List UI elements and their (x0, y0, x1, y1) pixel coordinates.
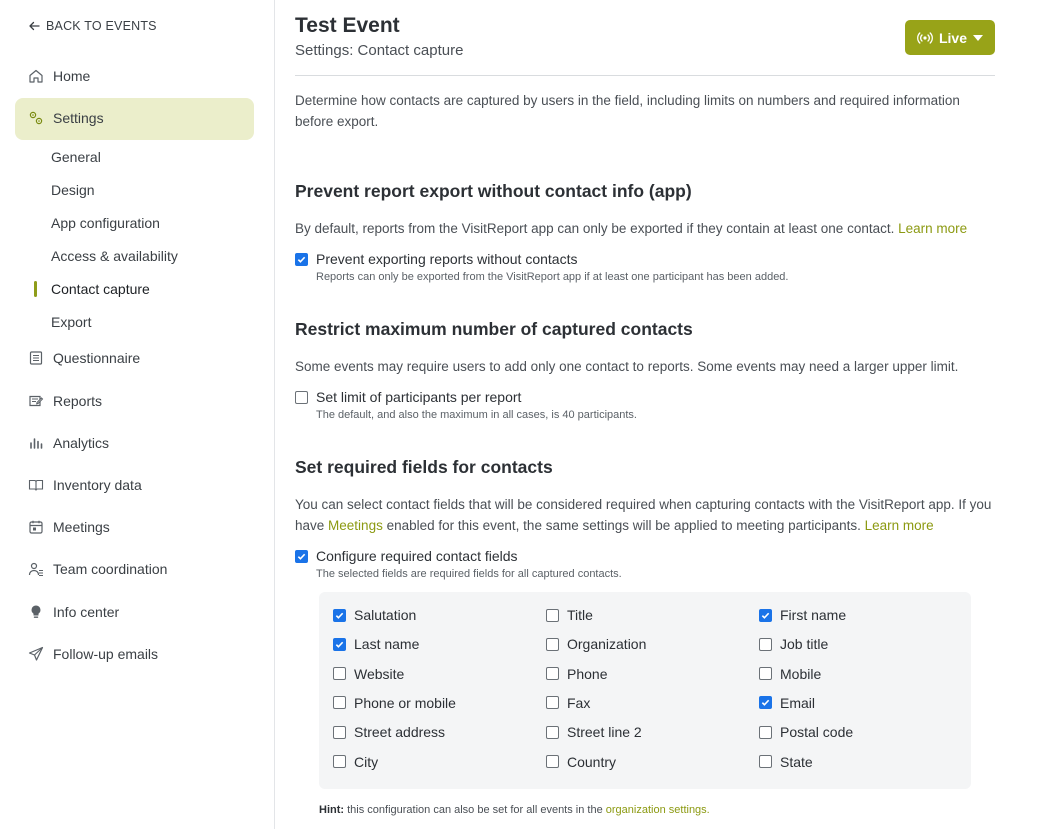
nav-analytics[interactable] (28, 435, 109, 451)
prevent-export-checkbox[interactable] (295, 253, 308, 266)
required-field-option[interactable] (759, 695, 815, 711)
required-field-option[interactable] (759, 666, 821, 682)
required-field-checkbox[interactable] (333, 638, 346, 651)
nav-label: Inventory data (53, 477, 142, 493)
required-field-checkbox[interactable] (759, 726, 772, 739)
subnav-design[interactable]: Design (51, 182, 95, 198)
required-fields-panel (319, 592, 971, 789)
required-field-checkbox[interactable] (546, 638, 559, 651)
required-field-checkbox[interactable] (759, 609, 772, 622)
checkmark-icon (761, 698, 770, 707)
required-field-checkbox[interactable] (759, 696, 772, 709)
live-status-button[interactable] (905, 20, 995, 55)
nav-team-coordination[interactable] (28, 561, 167, 577)
required-field-label: Postal code (780, 724, 854, 741)
required-field-option[interactable] (759, 724, 853, 740)
nav-label: Reports (53, 393, 103, 409)
required-field-label: Street address (354, 724, 446, 741)
required-field-option[interactable] (333, 754, 378, 770)
lightbulb-icon (28, 604, 44, 620)
book-icon (28, 477, 44, 493)
learn-more-link[interactable]: Learn more (864, 518, 934, 533)
required-field-checkbox[interactable] (546, 667, 559, 680)
required-field-option[interactable] (333, 695, 456, 711)
hint-label: Hint: (319, 804, 345, 816)
section-prevent-export-title: Prevent report export without contact info (app) (295, 181, 692, 201)
participant-limit-label: Set limit of participants per report (316, 389, 522, 405)
required-field-label: Phone (567, 665, 608, 682)
checkmark-icon (335, 611, 344, 620)
section-text-body-a: You can select contact fields that will be considered required when capturing contacts with the VisitReport app. If you have (295, 497, 992, 533)
required-field-option[interactable] (759, 636, 828, 652)
nav-label: Home (53, 68, 91, 84)
required-field-checkbox[interactable] (333, 755, 346, 768)
nav-label: Settings (53, 110, 104, 126)
arrow-left-icon (28, 20, 40, 32)
required-field-option[interactable] (759, 607, 846, 623)
required-field-checkbox[interactable] (333, 609, 346, 622)
hint-body: this configuration can also be set for all events in the (347, 804, 603, 816)
nav-label: Team coordination (53, 561, 168, 577)
calendar-icon (28, 519, 44, 535)
configure-fields-checkbox-row[interactable] (295, 548, 518, 564)
section-text-body: By default, reports from the VisitReport app can only be exported if they contain at least one contact. (295, 221, 895, 236)
section-required-fields-title: Set required fields for contacts (295, 457, 553, 477)
participant-limit-help: The default, and also the maximum in all cases, is 40 participants. (316, 409, 637, 421)
required-field-label: City (354, 753, 379, 770)
required-field-label: Job title (780, 636, 829, 653)
subnav-export[interactable]: Export (51, 314, 92, 330)
subnav-app-configuration[interactable]: App configuration (51, 215, 160, 231)
required-field-label: Organization (567, 636, 647, 653)
checkmark-icon (761, 611, 770, 620)
nav-meetings[interactable] (28, 519, 110, 535)
required-field-option[interactable] (546, 724, 642, 740)
report-icon (28, 393, 44, 409)
live-label: Live (938, 29, 967, 46)
nav-info-center[interactable] (28, 604, 119, 620)
back-to-events-link[interactable] (28, 19, 157, 33)
configure-fields-label: Configure required contact fields (316, 548, 518, 564)
required-field-checkbox[interactable] (546, 755, 559, 768)
nav-home[interactable] (28, 68, 90, 84)
hint-text (319, 804, 710, 816)
required-field-option[interactable] (333, 666, 404, 682)
bar-chart-icon (28, 435, 44, 451)
nav-questionnaire[interactable] (28, 350, 140, 366)
checkmark-icon (297, 552, 306, 561)
required-field-option[interactable] (546, 607, 593, 623)
home-icon (28, 68, 44, 84)
nav-reports[interactable] (28, 393, 102, 409)
prevent-export-checkbox-row[interactable] (295, 251, 577, 267)
team-icon (28, 561, 44, 577)
nav-follow-up-emails[interactable] (28, 646, 158, 662)
organization-settings-link[interactable]: organization settings. (605, 804, 710, 816)
required-field-checkbox[interactable] (759, 755, 772, 768)
section-restrict-contacts-text: Some events may require users to add only one contact to reports. Some events may need a larger upper limit. (295, 359, 959, 374)
page-subtitle: Settings: Contact capture (295, 42, 464, 59)
subnav-access-availability[interactable]: Access & availability (51, 248, 178, 264)
section-restrict-contacts-title: Restrict maximum number of captured contacts (295, 319, 693, 339)
meetings-link[interactable]: Meetings (328, 518, 383, 533)
required-field-label: Street line 2 (567, 724, 642, 741)
broadcast-icon (917, 31, 933, 45)
intro-text: Determine how contacts are captured by users in the field, including limits on numbers and required information before export. (295, 93, 960, 129)
required-field-label: State (780, 753, 813, 770)
required-field-option[interactable] (333, 724, 445, 740)
nav-inventory-data[interactable] (28, 477, 142, 493)
required-field-label: Fax (567, 694, 591, 711)
required-field-checkbox[interactable] (333, 667, 346, 680)
subnav-contact-capture[interactable]: Contact capture (51, 281, 150, 297)
sidebar (0, 0, 275, 829)
section-prevent-export-text (295, 218, 995, 239)
send-icon (28, 646, 44, 662)
required-field-label: First name (780, 607, 847, 623)
participant-limit-checkbox[interactable] (295, 391, 308, 404)
nav-label: Questionnaire (53, 350, 141, 366)
page-title: Test Event (295, 14, 400, 37)
required-field-option[interactable] (546, 636, 646, 652)
back-link-label: BACK TO EVENTS (46, 19, 157, 33)
required-field-label: Website (354, 665, 405, 682)
required-field-checkbox[interactable] (759, 667, 772, 680)
active-subitem-marker (34, 281, 37, 297)
caret-down-icon (973, 35, 983, 41)
required-field-checkbox[interactable] (546, 609, 559, 622)
required-field-option[interactable] (546, 695, 590, 711)
header-divider (295, 75, 995, 76)
required-field-option[interactable] (759, 754, 813, 770)
required-field-label: Email (780, 694, 816, 711)
required-field-checkbox[interactable] (333, 696, 346, 709)
nav-label: Analytics (53, 435, 110, 451)
required-field-option[interactable] (546, 754, 616, 770)
required-field-label: Last name (354, 636, 420, 653)
required-field-label: Phone or mobile (354, 694, 456, 711)
required-field-option[interactable] (333, 636, 419, 652)
configure-fields-checkbox[interactable] (295, 550, 308, 563)
nav-label: Info center (53, 604, 120, 620)
configure-fields-help: The selected fields are required fields for all captured contacts. (316, 568, 622, 580)
list-icon (28, 350, 44, 366)
required-field-label: Salutation (354, 607, 417, 623)
required-field-checkbox[interactable] (333, 726, 346, 739)
learn-more-link[interactable]: Learn more (898, 221, 968, 236)
required-field-label: Country (567, 753, 617, 770)
settings-gears-icon (28, 110, 44, 126)
section-required-fields-text (295, 494, 995, 536)
checkmark-icon (335, 640, 344, 649)
required-field-checkbox[interactable] (546, 726, 559, 739)
nav-settings[interactable] (28, 110, 104, 126)
participant-limit-checkbox-row[interactable] (295, 389, 521, 405)
required-field-label: Mobile (780, 665, 822, 682)
nav-label: Meetings (53, 519, 110, 535)
required-field-option[interactable] (546, 666, 607, 682)
required-field-label: Title (567, 607, 593, 623)
nav-label: Follow-up emails (53, 646, 159, 662)
required-field-checkbox[interactable] (546, 696, 559, 709)
checkmark-icon (297, 255, 306, 264)
prevent-export-help: Reports can only be exported from the VisitReport app if at least one participant has been added. (316, 271, 789, 283)
required-field-option[interactable] (333, 607, 416, 623)
section-text-body-b: enabled for this event, the same settings will be applied to meeting participants. (386, 518, 861, 533)
required-field-checkbox[interactable] (759, 638, 772, 651)
prevent-export-label: Prevent exporting reports without contacts (316, 251, 578, 267)
subnav-general[interactable]: General (51, 149, 101, 165)
